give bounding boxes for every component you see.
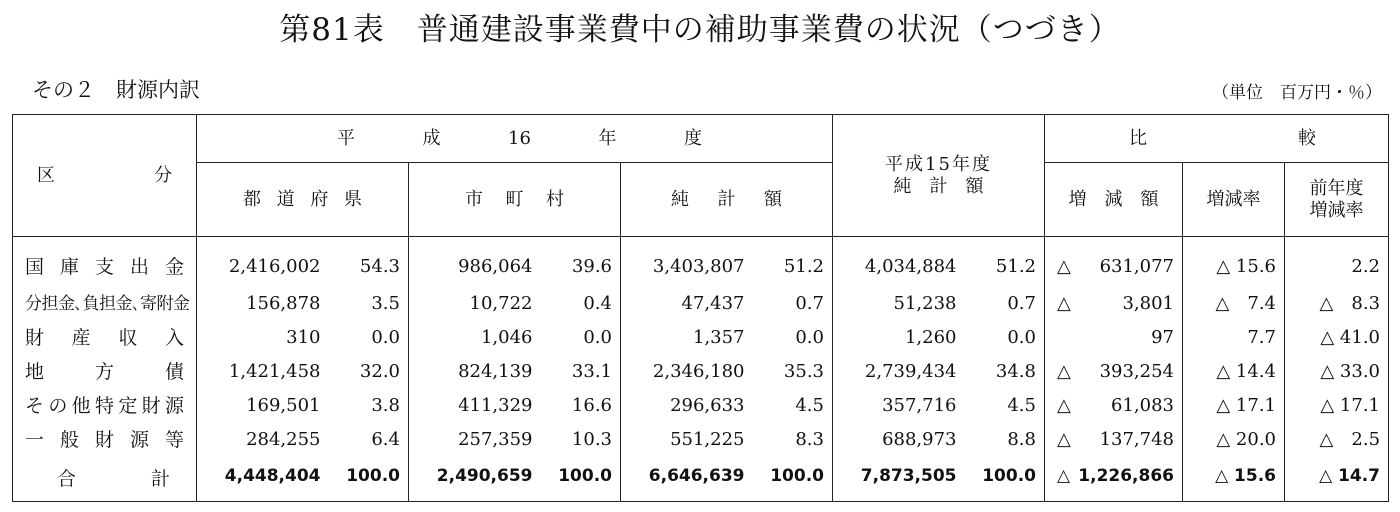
cell-pref-pct: 0.0: [329, 321, 409, 355]
cell-pref-pct: 6.4: [329, 423, 409, 457]
cell-diff: [1045, 237, 1183, 288]
cell-rate: △ 7.4: [1183, 287, 1285, 321]
table-row: [13, 389, 1389, 423]
table-row: [13, 321, 1389, 355]
cell-pref: 156,878: [246, 293, 321, 314]
cell-diff: [1045, 457, 1183, 502]
header-h15: [833, 115, 1045, 237]
cell-prev-pct: 34.8: [965, 355, 1045, 389]
cell-diff: [1045, 287, 1183, 321]
header-kubun: 区 分: [13, 115, 197, 237]
cell-pref-pct: 3.8: [329, 389, 409, 423]
cell-pref-pct: 3.5: [329, 287, 409, 321]
cell-diff: [1045, 321, 1183, 355]
header-zennendo-line2: 増減率: [1309, 199, 1364, 221]
cell-muni: 986,064: [458, 256, 533, 277]
cell-prev-rate: △ 14.7: [1285, 457, 1389, 502]
cell-pref-pct: 100.0: [329, 457, 409, 502]
cell-muni: 824,139: [458, 361, 533, 382]
cell-net: 3,403,807: [652, 256, 745, 277]
cell-muni-pct: 33.1: [541, 355, 621, 389]
cell-muni: 2,490,659: [409, 457, 541, 502]
cell-rate: △ 15.6: [1183, 457, 1285, 502]
header-h16-char: 16: [508, 127, 531, 149]
cell-prev-rate: △ 33.0: [1285, 355, 1389, 389]
cell-prev-pct: 4.5: [965, 389, 1045, 423]
cell-net: 1,357: [692, 327, 745, 348]
cell-prev-pct: 8.8: [965, 423, 1045, 457]
table-row: [13, 355, 1389, 389]
diff-value: 3,801: [1122, 293, 1174, 314]
header-shichoson: 市町村: [409, 163, 621, 237]
cell-diff: [1045, 355, 1183, 389]
header-hikaku-right: 較: [1298, 127, 1317, 149]
table-row: [13, 423, 1389, 457]
header-h16-char: 度: [683, 127, 702, 149]
header-h16-char: 平: [337, 127, 355, 149]
diff-value: 137,748: [1099, 429, 1174, 450]
table-row: [13, 237, 1389, 288]
cell-prev-pct: 100.0: [965, 457, 1045, 502]
cell-prev: 4,034,884: [864, 256, 957, 277]
cell-muni-pct: 0.4: [541, 287, 621, 321]
header-zennendo: [1285, 163, 1389, 237]
diff-sign: △: [1057, 293, 1071, 314]
cell-pref: 284,255: [246, 429, 321, 450]
diff-sign: △: [1057, 256, 1071, 277]
row-label-total: 合計: [13, 457, 197, 502]
cell-rate: 7.7: [1183, 321, 1285, 355]
diff-sign: △: [1057, 395, 1071, 416]
cell-muni-pct: 10.3: [541, 423, 621, 457]
diff-value: 97: [1151, 327, 1174, 348]
cell-pref: 310: [286, 327, 321, 348]
cell-rate: △ 14.4: [1183, 355, 1285, 389]
cell-muni-pct: 16.6: [541, 389, 621, 423]
cell-net-pct: 0.7: [753, 287, 833, 321]
diff-value: 631,077: [1099, 256, 1174, 277]
cell-prev-pct: 51.2: [965, 237, 1045, 288]
unit-note: （単位 百万円・％）: [1212, 83, 1382, 103]
cell-muni-pct: 100.0: [541, 457, 621, 502]
row-label: 地方債: [13, 355, 197, 389]
cell-net: 551,225: [670, 429, 745, 450]
header-h16-char: 年: [598, 127, 617, 149]
header-hikaku: [1045, 115, 1389, 163]
cell-diff: [1045, 389, 1183, 423]
header-h15-line2: 純 計 額: [893, 175, 984, 197]
header-h16: [197, 115, 833, 163]
cell-prev: 51,238: [893, 293, 957, 314]
table-row-total: [13, 457, 1389, 502]
header-h16-char: 成: [422, 127, 441, 149]
row-label: 一般財源等: [13, 423, 197, 457]
cell-diff: [1045, 423, 1183, 457]
diff-value: 1,226,866: [1078, 465, 1174, 486]
header-junkei: 純計額: [621, 163, 833, 237]
cell-muni: 411,329: [458, 395, 533, 416]
row-label: その他特定財源: [13, 389, 197, 423]
header-zennendo-line1: 前年度: [1309, 177, 1364, 199]
cell-pref: 2,416,002: [228, 256, 321, 277]
table-row: [13, 287, 1389, 321]
cell-muni: 1,046: [480, 327, 533, 348]
cell-rate: △ 17.1: [1183, 389, 1285, 423]
cell-prev: 1,260: [904, 327, 957, 348]
cell-prev-rate: △ 8.3: [1285, 287, 1389, 321]
cell-pref: 1,421,458: [228, 361, 321, 382]
diff-value: 393,254: [1099, 361, 1174, 382]
header-h15-line1: 平成15年度: [885, 153, 992, 175]
cell-muni: 10,722: [469, 293, 533, 314]
cell-net: 47,437: [681, 293, 745, 314]
cell-net-pct: 35.3: [753, 355, 833, 389]
cell-prev-pct: 0.0: [965, 321, 1045, 355]
diff-sign: △: [1057, 361, 1071, 382]
cell-net: 6,646,639: [621, 457, 753, 502]
cell-net-pct: 0.0: [753, 321, 833, 355]
diff-value: 61,083: [1111, 395, 1174, 416]
header-zougengaku: 増 減 額: [1045, 163, 1183, 237]
cell-prev: 7,873,505: [833, 457, 965, 502]
row-label: 国庫支出金: [13, 237, 197, 288]
cell-prev-pct: 0.7: [965, 287, 1045, 321]
cell-net-pct: 8.3: [753, 423, 833, 457]
cell-pref-pct: 32.0: [329, 355, 409, 389]
cell-prev: 357,716: [882, 395, 957, 416]
cell-pref: 4,448,404: [197, 457, 329, 502]
cell-prev: 2,739,434: [864, 361, 957, 382]
cell-prev-rate: △ 17.1: [1285, 389, 1389, 423]
cell-rate: △ 20.0: [1183, 423, 1285, 457]
header-zougenritsu: 増減率: [1183, 163, 1285, 237]
cell-prev-rate: △ 2.5: [1285, 423, 1389, 457]
cell-muni: 257,359: [458, 429, 533, 450]
row-label: 分担金､負担金､寄附金: [13, 287, 197, 321]
cell-pref: 169,501: [246, 395, 321, 416]
cell-muni-pct: 39.6: [541, 237, 621, 288]
cell-net-pct: 4.5: [753, 389, 833, 423]
cell-net-pct: 51.2: [753, 237, 833, 288]
cell-net: 2,346,180: [652, 361, 745, 382]
cell-prev-rate: 2.2: [1285, 237, 1389, 288]
cell-prev-rate: △ 41.0: [1285, 321, 1389, 355]
page-title: 第81表 普通建設事業費中の補助事業費の状況（つづき）: [279, 12, 1121, 48]
cell-net-pct: 100.0: [753, 457, 833, 502]
cell-muni-pct: 0.0: [541, 321, 621, 355]
cell-prev: 688,973: [882, 429, 957, 450]
table-subtitle: その２ 財源内訳: [32, 78, 200, 102]
cell-net: 296,633: [670, 395, 745, 416]
row-label: 財産収入: [13, 321, 197, 355]
header-hikaku-left: 比: [1129, 127, 1147, 149]
financial-table: [12, 114, 1389, 502]
diff-sign: △: [1057, 465, 1071, 486]
diff-sign: △: [1057, 429, 1071, 450]
cell-pref-pct: 54.3: [329, 237, 409, 288]
header-todofuken: 都道府県: [197, 163, 409, 237]
cell-rate: △ 15.6: [1183, 237, 1285, 288]
